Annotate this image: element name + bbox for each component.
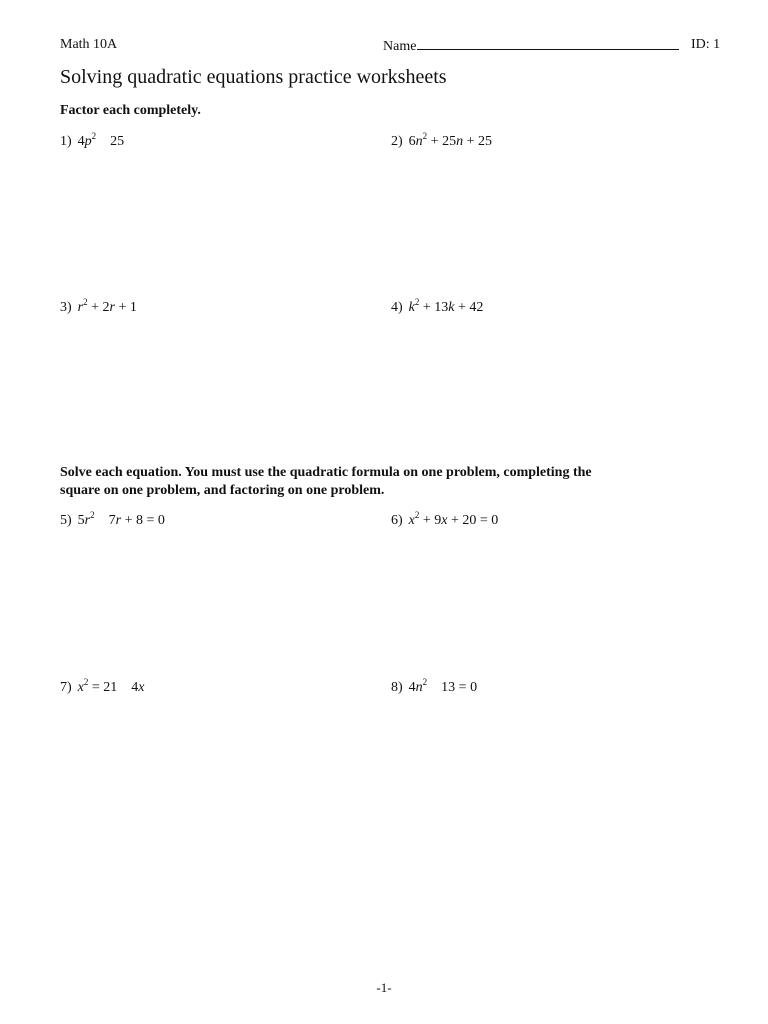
problem-3 <box>60 297 137 316</box>
problem-number: 3) <box>60 300 72 315</box>
problem-4 <box>391 297 484 316</box>
section-2-instruction <box>60 464 592 500</box>
problem-expression: $r^2 + 2r + 1$ <box>77 297 137 315</box>
name-label: Name <box>383 39 417 54</box>
problem-number: 6) <box>391 513 403 528</box>
problem-expression: $x^2 = 21$ 4x <box>77 677 145 695</box>
worksheet-title: Solving quadratic equations practice worksheets <box>60 66 447 88</box>
name-field <box>383 37 679 55</box>
problem-number: 2) <box>391 134 403 149</box>
problem-number: 7) <box>60 680 72 695</box>
problem-1 <box>60 131 125 150</box>
page-number: -1- <box>376 980 392 995</box>
id-label: ID: 1 <box>691 37 721 52</box>
problem-number: 1) <box>60 134 72 149</box>
problem-expression: $k^2 + 13k + 42$ <box>408 297 484 315</box>
course-label: Math 10A <box>60 37 118 52</box>
name-blank-line <box>417 37 679 50</box>
problem-expression: $x^2 + 9x + 20 = 0$ <box>408 510 499 528</box>
problem-7 <box>60 677 145 696</box>
instruction-line: square on one problem, and factoring on one problem. <box>60 483 385 498</box>
problem-number: 5) <box>60 513 72 528</box>
problem-expression: $6n^2 + 25n + 25$ <box>408 131 492 149</box>
section-1-instruction: Factor each completely. <box>60 103 201 118</box>
problem-expression: $5r^2$ 7r + 8 = 0 <box>77 510 165 528</box>
problem-expression: $4n^2$ 13 = 0 <box>408 677 478 695</box>
problem-number: 8) <box>391 680 403 695</box>
problem-5 <box>60 510 165 529</box>
problem-6 <box>391 510 499 529</box>
problem-8 <box>391 677 478 696</box>
problem-expression: $4p^2$ 25 <box>77 131 125 149</box>
problem-number: 4) <box>391 300 403 315</box>
instruction-line: Solve each equation. You must use the quadratic formula on one problem, completing the <box>60 465 592 480</box>
problem-2 <box>391 131 492 150</box>
